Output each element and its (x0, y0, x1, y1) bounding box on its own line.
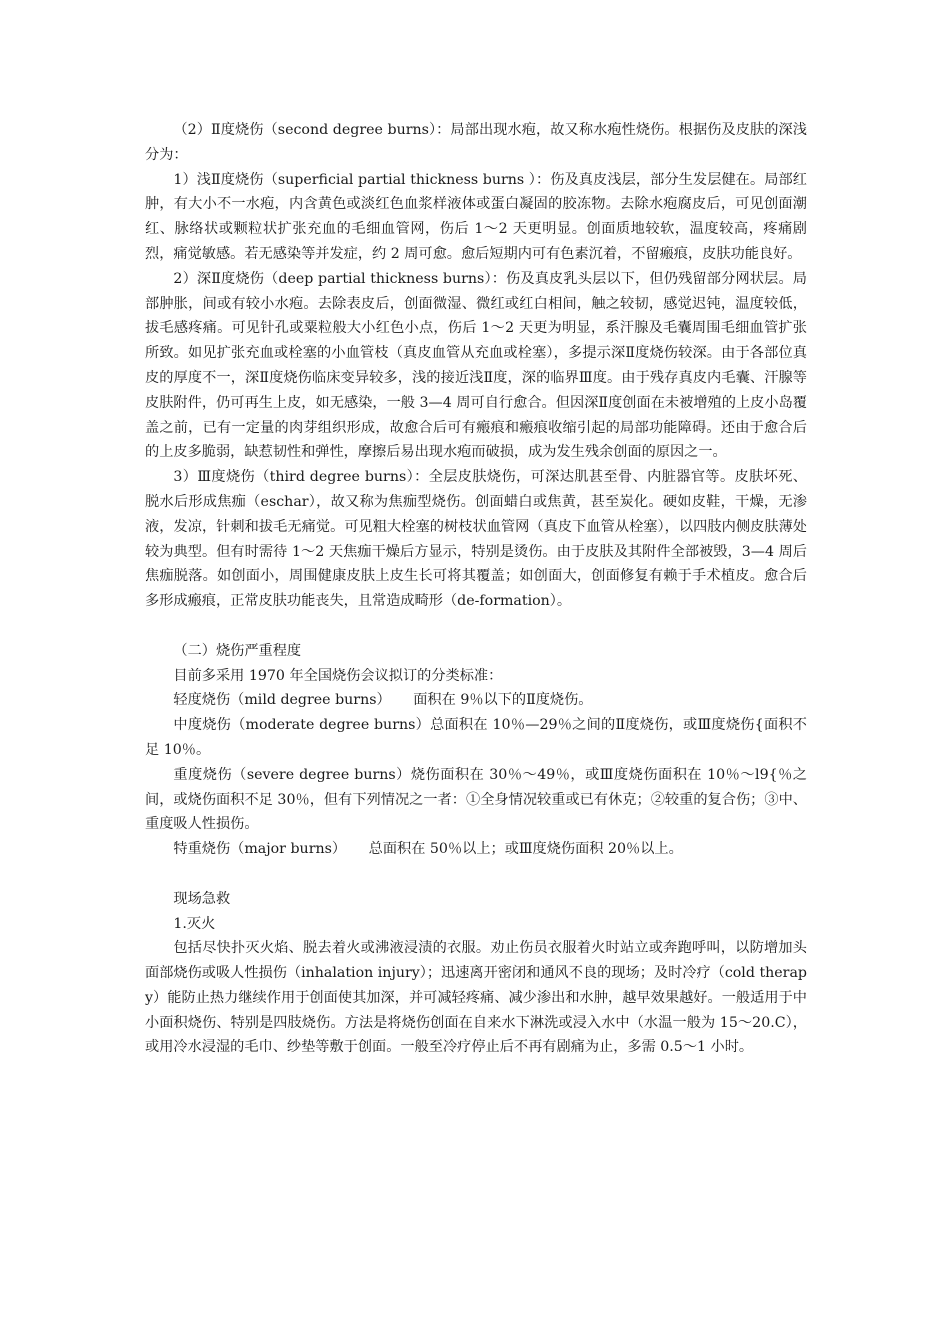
document-page (145, 118, 807, 1060)
paragraph-deep-partial-thickness: 2）深Ⅱ度烧伤（deep partial thickness burns）：伤及真皮乳头层以下，但仍残留部分网状层。局部肿胀，间或有较小水疱。去除表皮后，创面微湿、微红或红白相间，触之较韧，感觉迟钝，温度较低，拔毛感疼痛。可见针孔或粟粒般大小红色小点，伤后 1～2 天更为明显，系汗腺及毛囊周围毛细血管扩张所致。如见扩张充血或栓塞的小血管枝（真皮血管从充血或栓塞），多提示深Ⅱ度烧伤较深。由于各部位真皮的厚度不一，深Ⅱ度烧伤临床变异较多，浅的接近浅Ⅱ度，深的临界Ⅲ度。由于残存真皮内毛囊、汗腺等皮肤附件，仍可再生上皮，如无感染，一般 3—4 周可自行愈合。但因深Ⅱ度创面在未被增殖的上皮小岛覆盖之前，已有一定量的肉芽组织形成，故愈合后可有瘢痕和瘢痕收缩引起的局部功能障碍。还由于愈合后的上皮多脆弱，缺惹韧性和弹性，摩擦后易出现水疱而破损，成为发生残余创面的原因之一。 (145, 270, 807, 461)
section-heading-first-aid: 现场急救 (173, 890, 231, 907)
paragraph-mild-burns: 轻度烧伤（mild degree burns） 面积在 9％以下的Ⅱ度烧伤。 (173, 692, 593, 709)
paragraph-severe-burns: 重度烧伤（severe degree burns）烧伤面积在 30％～49％，或Ⅲ度烧伤面积在 10％～l9{％之间，或烧伤面积不足 30％，但有下列情况之一者：①全身情况较重或已有休克；②较重的复合伤；③中、重度吸人性损伤。 (145, 766, 807, 833)
paragraph-superficial-partial-thickness: 1）浅Ⅱ度烧伤（superficial partial thickness burns ）：伤及真皮浅层，部分生发层健在。局部红肿，有大小不一水疱，内含黄色或淡红色血浆样液体或蛋白凝固的胶冻物。去除水疱腐皮后，可见创面潮红、脉络状或颗粒状扩张充血的毛细血管网，伤后 1～2 天更明显。创面质地较软，温度较高，疼痛剧烈，痛觉敏感。若无感染等并发症，约 2 周可愈。愈后短期内可有色素沉着，不留瘢痕，皮肤功能良好。 (145, 171, 807, 262)
paragraph-moderate-burns: 中度烧伤（moderate degree burns）总面积在 10％—29％之间的Ⅱ度烧伤，或Ⅲ度烧伤{面积不足 10％。 (145, 717, 807, 758)
paragraph-second-degree-burns: （2）Ⅱ度烧伤（second degree burns）：局部出现水疱，故又称水疱性烧伤。根据伤及皮肤的深浅分为： (145, 122, 807, 163)
paragraph-classification-standard: 目前多采用 1970 年全国烧伤会议拟订的分类标准： (173, 667, 503, 684)
paragraph-third-degree-burns: 3）Ⅲ度烧伤（third degree burns）：全层皮肤烧伤，可深达肌甚至骨、内脏器官等。皮肤坏死、脱水后形成焦痂（eschar），故又称为焦痂型烧伤。创面蜡白或焦黄，甚至炭化。硬如皮鞋，干燥，无渗液，发凉，针刺和拔毛无痛觉。可见粗大栓塞的树枝状血管网（真皮下血管从栓塞），以四肢内侧皮肤薄处较为典型。但有时需待 1～2 天焦痂干燥后方显示，特别是烫伤。由于皮肤及其附件全部被毁，3—4 周后焦痂脱落。如创面小，周围健康皮肤上皮生长可将其覆盖；如创面大，创面修复有赖于手术植皮。愈合后多形成瘢痕，正常皮肤功能丧失，且常造成畸形（de-formation）。 (145, 469, 807, 610)
paragraph-spacer (145, 862, 807, 887)
section-heading-burn-severity: （二）烧伤严重程度 (173, 642, 302, 659)
paragraph-major-burns: 特重烧伤（major burns） 总面积在 50％以上；或Ⅲ度烧伤面积 20％以上。 (173, 841, 683, 858)
paragraph-spacer (145, 614, 807, 639)
paragraph-extinguish-fire: 包括尽快扑灭火焰、脱去着火或沸液浸渍的衣服。劝止伤员衣服着火时站立或奔跑呼叫，以防增加头面部烧伤或吸人性损伤（inhalation injury）；迅速离开密闭和通风不良的现场；及时冷疗（cold therapy）能防止热力继续作用于创面使其加深，并可减轻疼痛、减少渗出和水肿，越早效果越好。一般适用于中小面积烧伤、特别是四肢烧伤。方法是将烧伤创面在自来水下淋洗或浸入水中（水温一般为 15～20.C），或用冷水浸湿的毛巾、纱垫等敷于创面。一般至冷疗停止后不再有剧痛为止，多需 0.5～1 小时。 (145, 940, 807, 1056)
subheading-extinguish-fire: 1.灭火 (173, 915, 216, 932)
